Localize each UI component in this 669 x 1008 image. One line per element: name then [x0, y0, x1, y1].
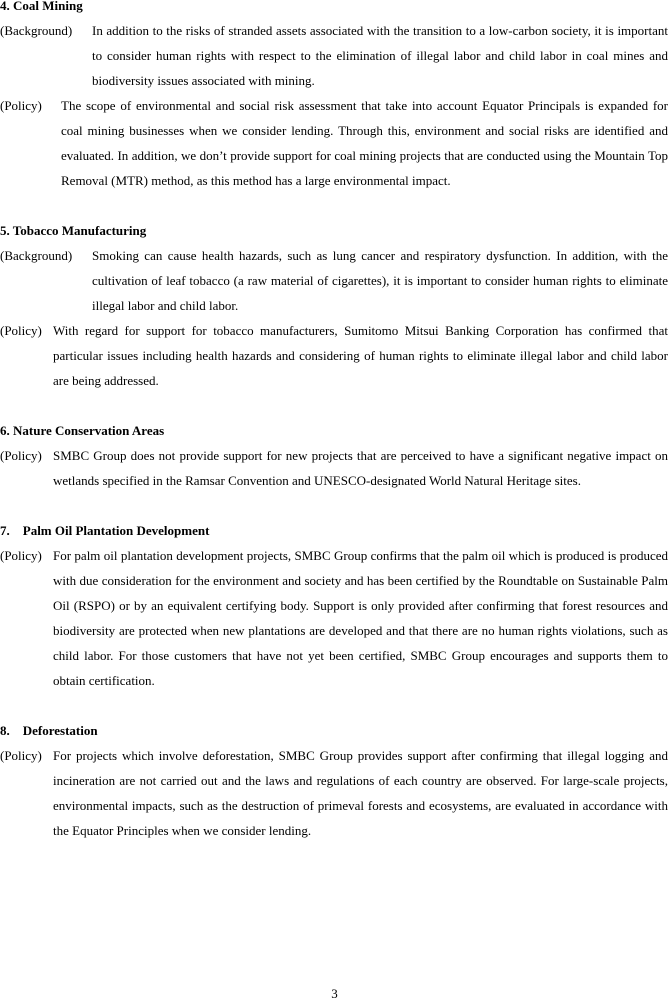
policy-paragraph	[0, 543, 669, 693]
section-palm-oil-plantation	[0, 518, 669, 693]
paragraph-label: (Policy)	[0, 323, 42, 338]
section-coal-mining	[0, 0, 669, 193]
paragraph-text: SMBC Group does not provide support for new projects that are perceived to have a significant negative impact on wetlands specified in the Ramsar Convention and UNESCO-designated World Natural Heritage sites.	[53, 448, 668, 488]
section-heading: 4. Coal Mining	[0, 0, 83, 13]
policy-paragraph	[0, 743, 669, 843]
section-nature-conservation-areas	[0, 418, 669, 493]
policy-paragraph	[0, 443, 669, 493]
paragraph-text: Smoking can cause health hazards, such as lung cancer and respiratory dysfunction. In addition, with the cultivation of leaf tobacco (a raw material of cigarettes), it is important to consider human rights to eliminate illegal labor and child labor.	[92, 248, 668, 313]
paragraph-text: For projects which involve deforestation, SMBC Group provides support after confirming that illegal logging and incineration are not carried out and the laws and regulations of each country are observed. For large-scale projects, environmental impacts, such as the destruction of primeval forests and ecosystems, are evaluated in accordance with the Equator Principles when we consider lending.	[53, 748, 668, 838]
background-paragraph	[0, 18, 669, 93]
section-tobacco-manufacturing	[0, 218, 669, 393]
paragraph-label: (Policy)	[0, 748, 42, 763]
background-paragraph	[0, 243, 669, 318]
paragraph-label: (Policy)	[0, 448, 42, 463]
paragraph-label: (Background)	[0, 248, 73, 263]
paragraph-text: With regard for support for tobacco manufacturers, Sumitomo Mitsui Banking Corporation has confirmed that particular issues including health hazards and considering of human rights to eliminate illegal labor and child labor are being addressed.	[53, 323, 668, 388]
paragraph-text: In addition to the risks of stranded assets associated with the transition to a low-carbon society, it is important to consider human rights with respect to the elimination of illegal labor and child labor in coal mines and biodiversity issues associated with mining.	[92, 23, 668, 88]
section-heading: 8. Deforestation	[0, 723, 98, 738]
policy-paragraph	[0, 93, 669, 193]
paragraph-label: (Policy)	[0, 548, 42, 563]
paragraph-label: (Background)	[0, 23, 73, 38]
policy-paragraph	[0, 318, 669, 393]
page-number: 3	[331, 986, 338, 1001]
section-heading: 7. Palm Oil Plantation Development	[0, 523, 210, 538]
section-heading: 5. Tobacco Manufacturing	[0, 223, 147, 238]
paragraph-text: For palm oil plantation development projects, SMBC Group confirms that the palm oil which is produced is produced with due consideration for the environment and society and has been certified by the Roundtable on Sustainable Palm Oil (RSPO) or by an equivalent certifying body. Support is only provided after confirming that forest resources and biodiversity are protected when new plantations are developed and that there are no human rights violations, such as child labor. For those customers that have not yet been certified, SMBC Group encourages and supports them to obtain certification.	[53, 548, 668, 688]
paragraph-text: The scope of environmental and social risk assessment that take into account Equator Principals is expanded for coal mining businesses when we consider lending. Through this, environment and social risks are identified and evaluated. In addition, we don’t provide support for coal mining projects that are conducted using the Mountain Top Removal (MTR) method, as this method has a large environmental impact.	[61, 98, 668, 188]
paragraph-label: (Policy)	[0, 98, 42, 113]
section-deforestation	[0, 718, 669, 843]
section-heading: 6. Nature Conservation Areas	[0, 423, 165, 438]
